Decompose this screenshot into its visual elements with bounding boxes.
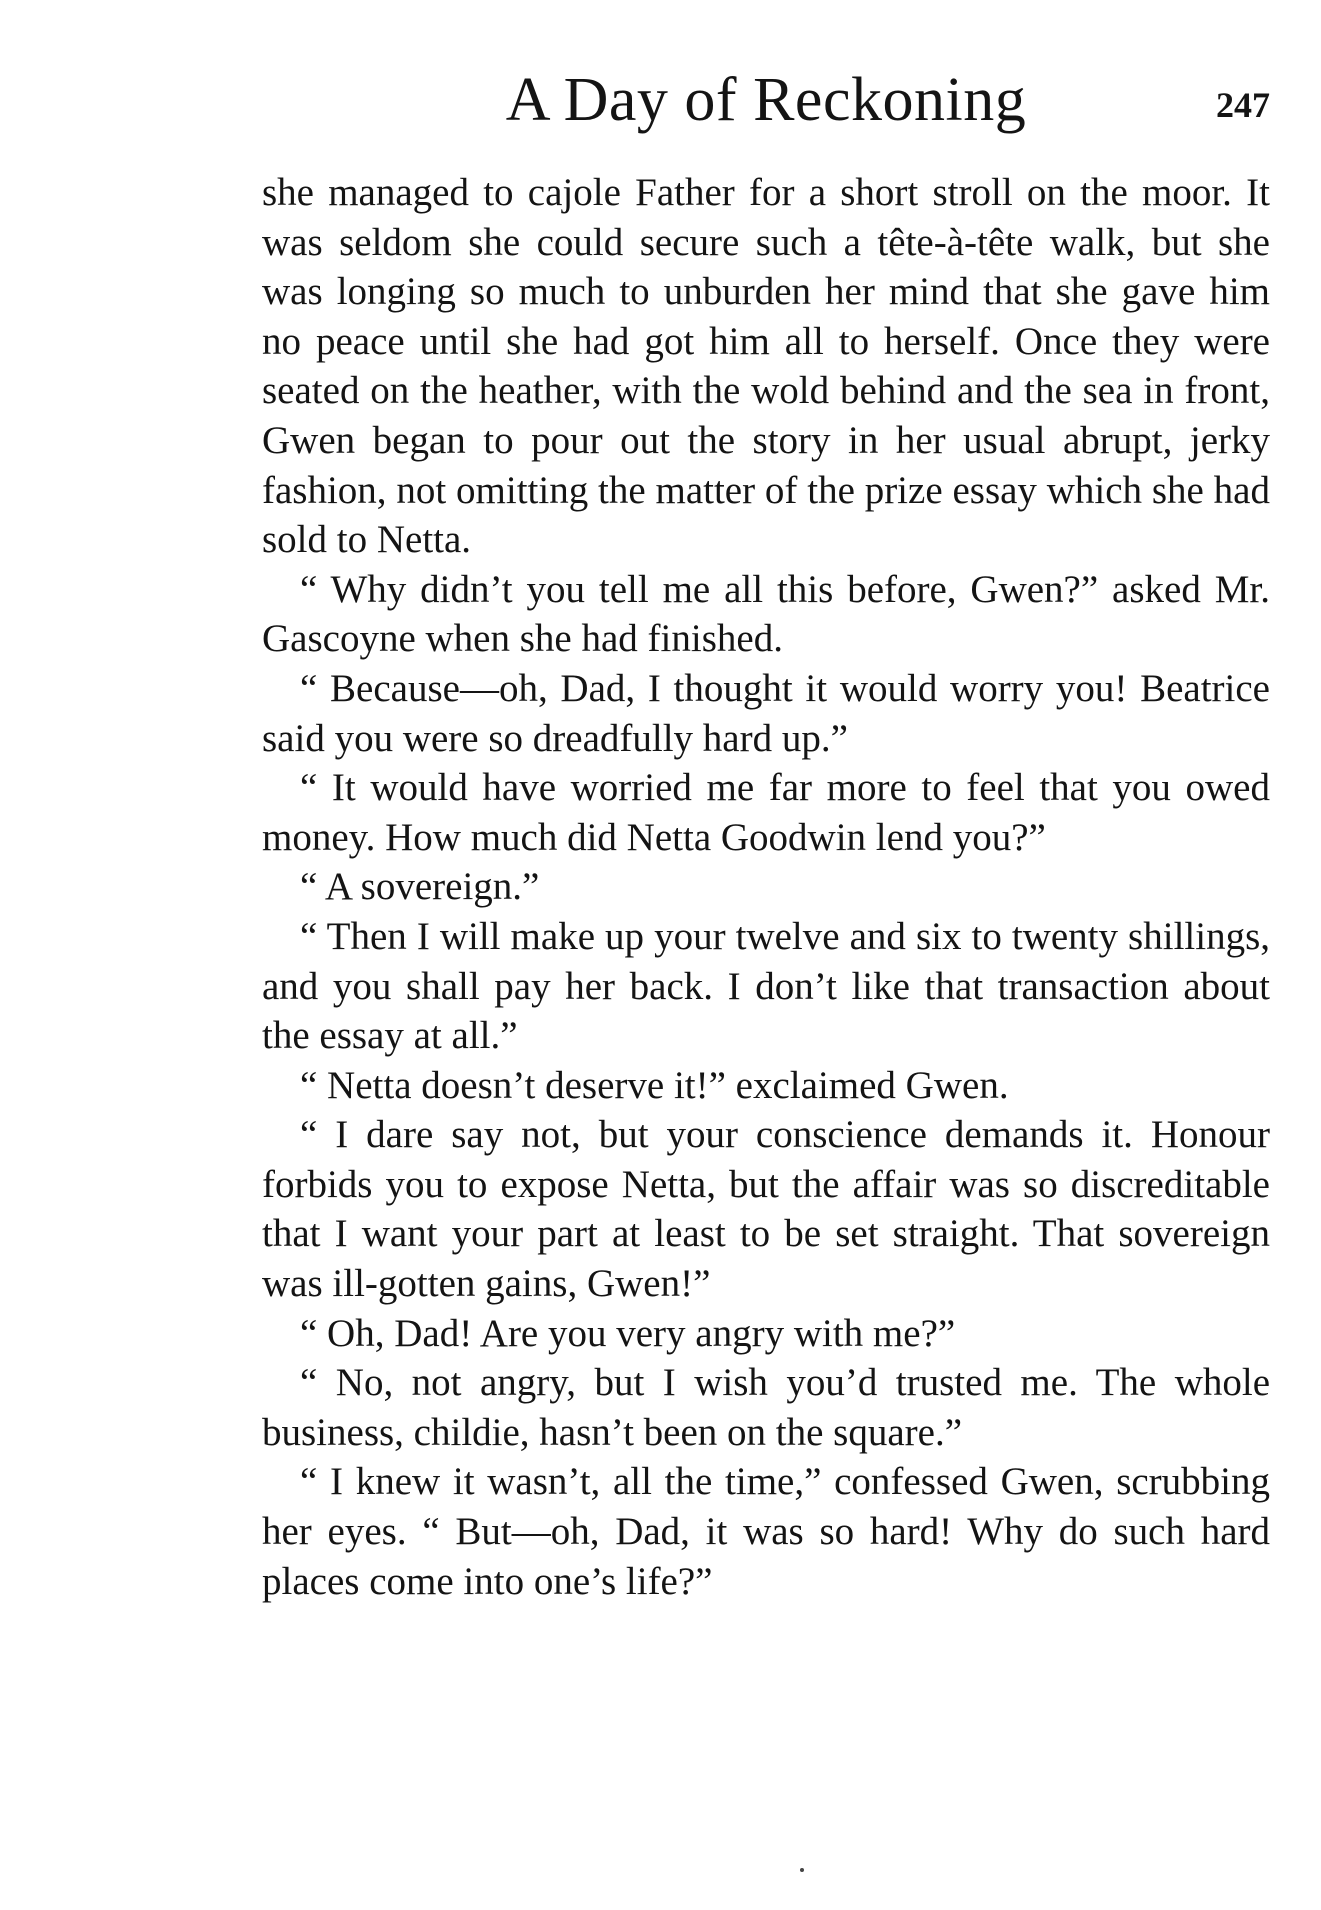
paragraph: “ A sovereign.” bbox=[300, 865, 540, 909]
page-number: 247 bbox=[1216, 85, 1270, 125]
paragraph: “ It would have worried me far more to feel that you owed money. How much did Netta Goodwin lend you?” bbox=[262, 766, 1270, 859]
chapter-title: A Day of Reckoning bbox=[505, 66, 1027, 134]
paragraph: “ Netta doesn’t deserve it!” exclaimed Gwen. bbox=[300, 1063, 1009, 1107]
running-head bbox=[262, 60, 1270, 140]
paragraph: “ No, not angry, but I wish you’d trusted me. The whole business, childie, hasn’t been on the square.” bbox=[262, 1361, 1270, 1454]
body-text bbox=[262, 168, 1270, 1606]
paragraph: “ I dare say not, but your conscience demands it. Honour forbids you to expose Netta, but the affair was so discreditable that I want your part at least to be set straight. That sovereign was ill-gotten gains, Gwen!” bbox=[262, 1113, 1270, 1306]
print-speck bbox=[800, 1868, 804, 1872]
paragraph: “ I knew it wasn’t, all the time,” confessed Gwen, scrubbing her eyes. “ But—oh, Dad, it was so hard! Why do such hard places come into one’s life?” bbox=[262, 1460, 1270, 1603]
paragraph: “ Then I will make up your twelve and six to twenty shillings, and you shall pay her back. I don’t like that transaction about the essay at all.” bbox=[262, 914, 1270, 1058]
paragraph: she managed to cajole Father for a short stroll on the moor. It was seldom she could secure such a tête-à-tête walk, but she was longing so much to unburden her mind that she gave him no peace until she had got him all to herself. Once they were seated on the heather, with the wold behind and the sea in front, Gwen began to pour out the story in her usual abrupt, jerky fashion, not omitting the matter of the prize essay which she had sold to Netta. bbox=[262, 171, 1270, 562]
paragraph: “ Because—oh, Dad, I thought it would worry you! Beatrice said you were so dreadfully hard up.” bbox=[262, 666, 1270, 760]
paragraph: “ Why didn’t you tell me all this before, Gwen?” asked Mr. Gascoyne when she had finished. bbox=[262, 567, 1270, 661]
paragraph: “ Oh, Dad! Are you very angry with me?” bbox=[300, 1311, 956, 1355]
